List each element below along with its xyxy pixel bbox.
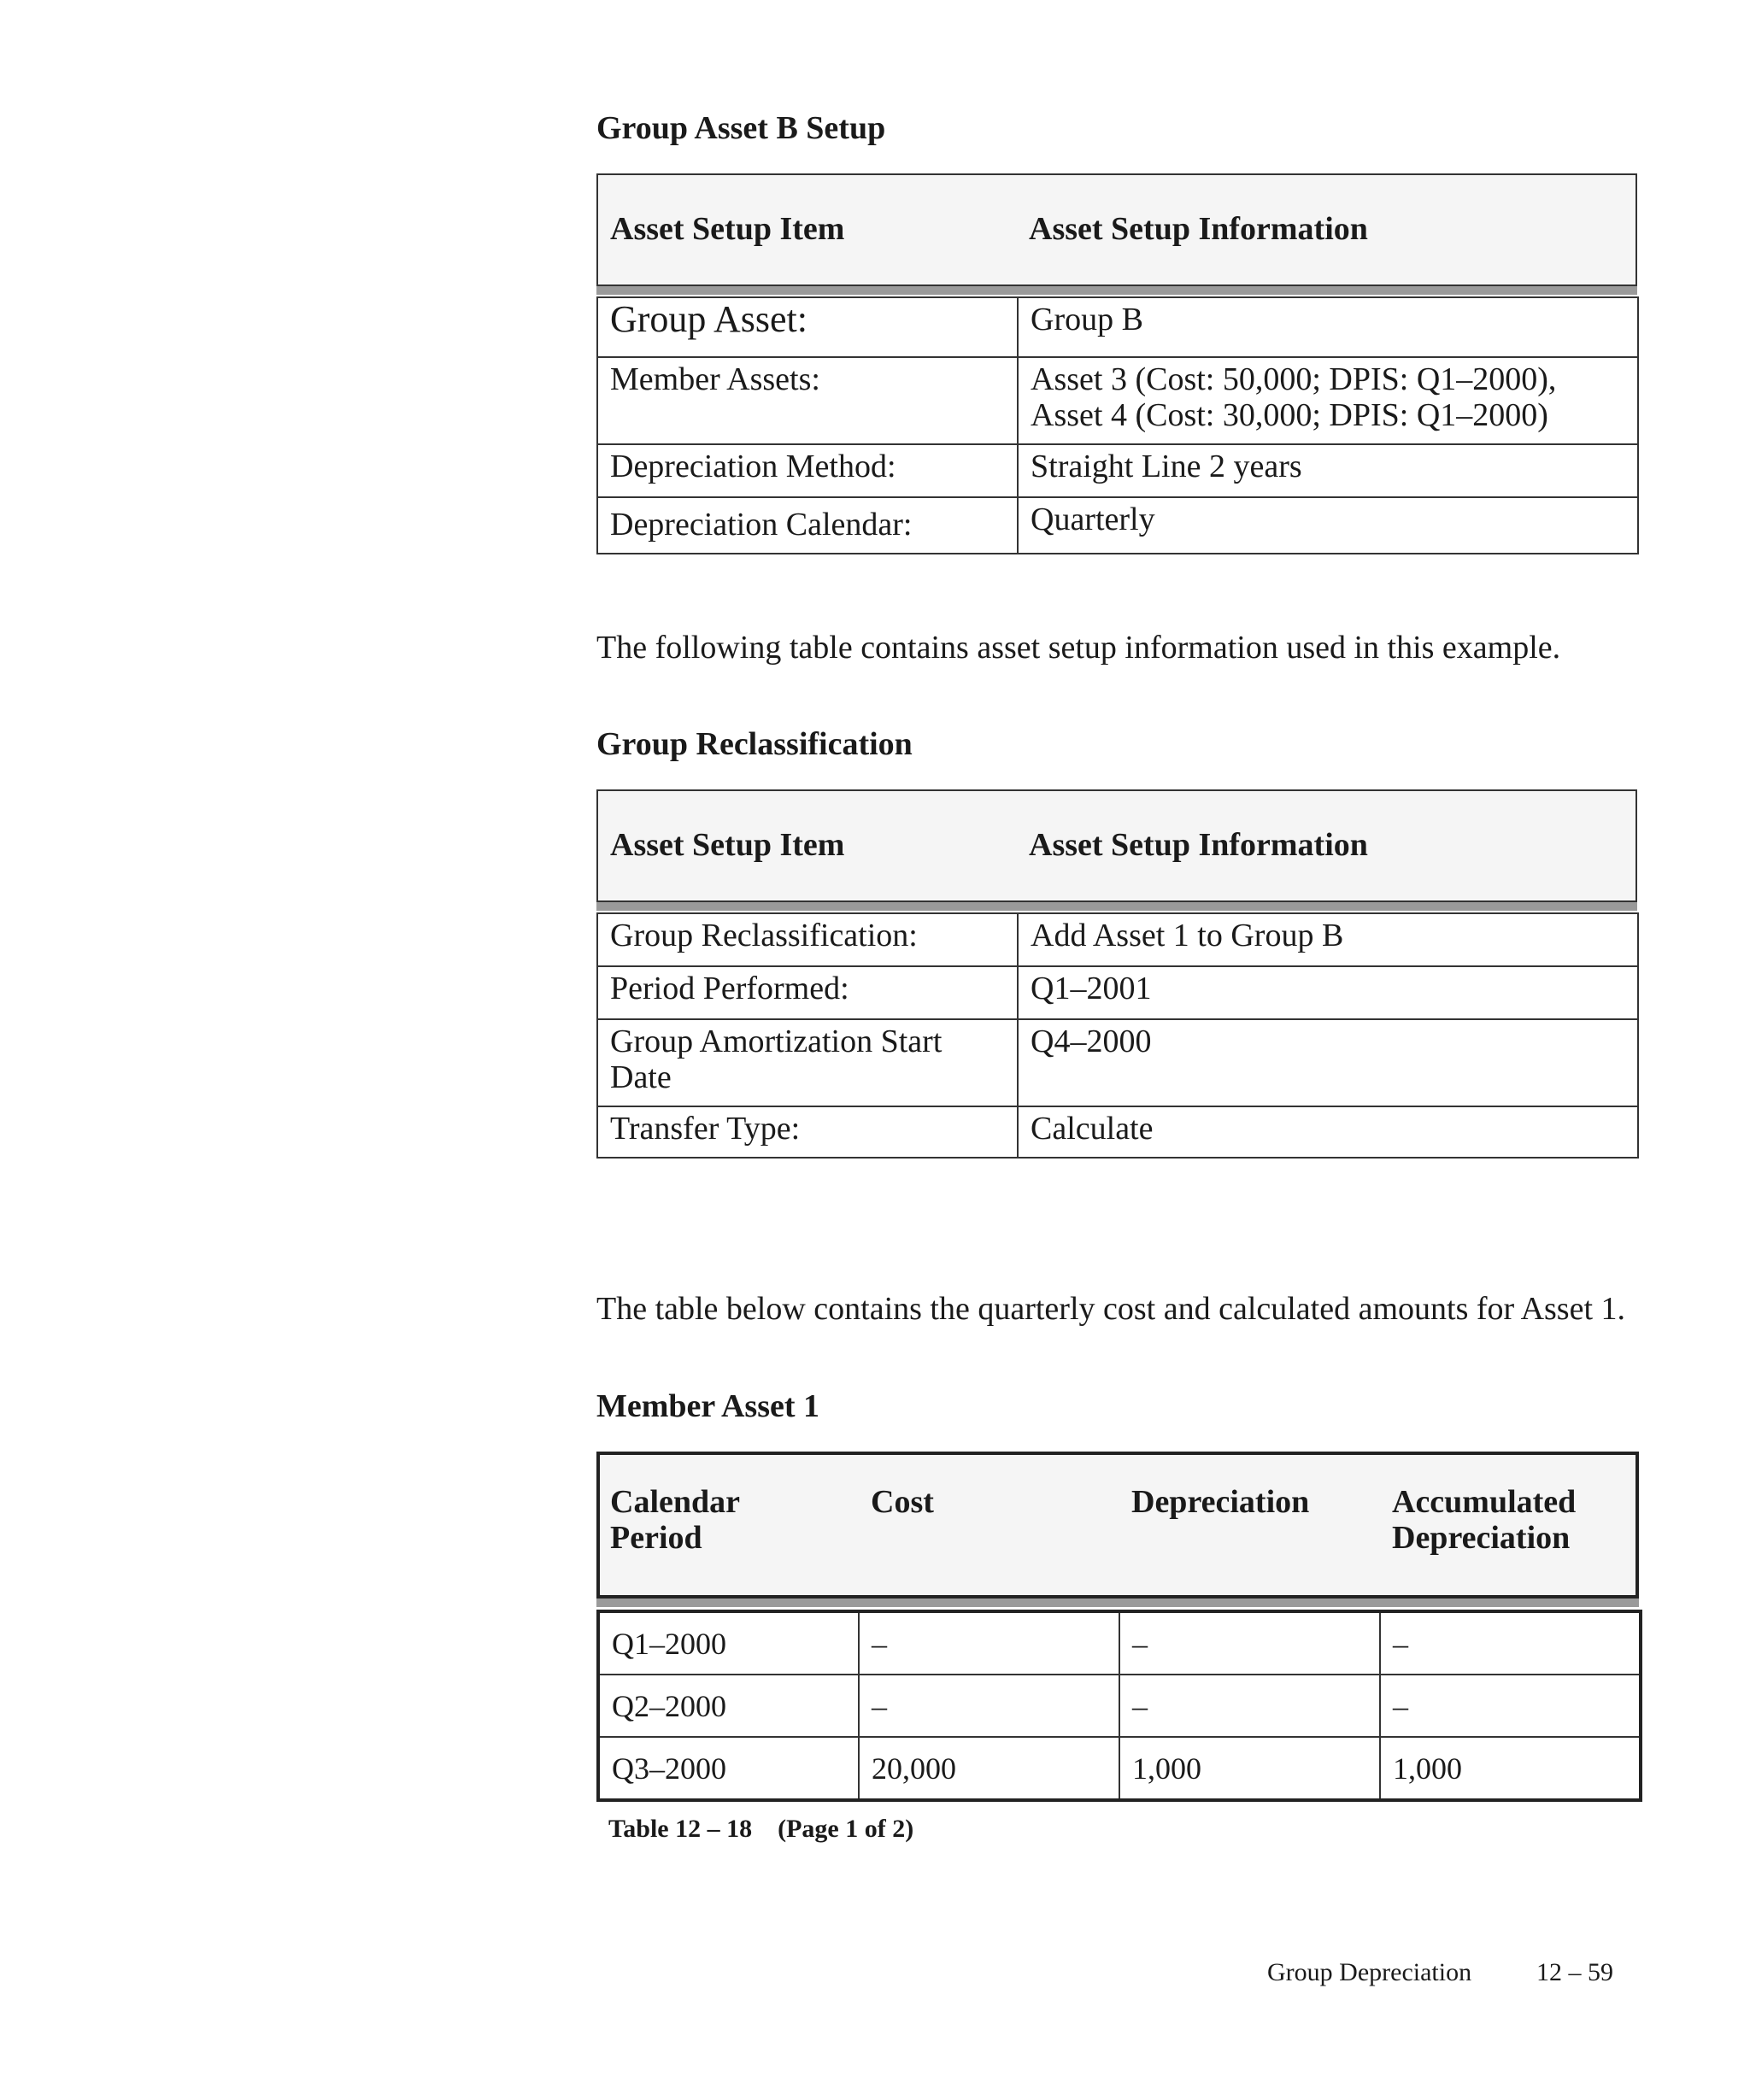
table-cell: Group Asset: — [597, 297, 1018, 357]
reclass-table-header — [596, 789, 1637, 902]
table-row — [597, 913, 1638, 966]
intro-paragraph: The table below contains the quarterly cost and calculated amounts for Asset 1. — [596, 1291, 1626, 1327]
table-cell: 1,000 — [1380, 1737, 1641, 1800]
table-cell: – — [859, 1611, 1119, 1675]
column-header-accumulated: Accumulated Depreciation — [1392, 1484, 1577, 1556]
column-header-item: Asset Setup Item — [610, 211, 845, 247]
table-cell: Period Performed: — [597, 966, 1018, 1019]
table-cell: Q3–2000 — [598, 1737, 859, 1800]
table-cell: – — [1119, 1611, 1380, 1675]
member-asset-line: Asset 3 (Cost: 50,000; DPIS: Q1–2000), — [1031, 361, 1557, 397]
table-cell: – — [1119, 1675, 1380, 1737]
footer-page-number: 12 – 59 — [1536, 1958, 1613, 1986]
column-header-cost: Cost — [871, 1484, 934, 1520]
table-row — [597, 444, 1638, 497]
table-row — [598, 1737, 1641, 1800]
table-cell: Calculate — [1018, 1106, 1638, 1158]
group-b-table — [596, 296, 1639, 554]
footer-section-title: Group Depreciation — [1267, 1958, 1472, 1986]
table-cell: Group Amortization Start Date — [597, 1019, 1018, 1106]
table-cell — [1018, 357, 1638, 444]
table-cell: Group Reclassification: — [597, 913, 1018, 966]
column-header-info: Asset Setup Information — [1029, 827, 1368, 863]
table-cell: – — [1380, 1611, 1641, 1675]
table-cell: Q1–2001 — [1018, 966, 1638, 1019]
table-cell: Depreciation Calendar: — [597, 497, 1018, 554]
reclass-heading: Group Reclassification — [596, 726, 913, 762]
table-cell: Quarterly — [1018, 497, 1638, 554]
column-header-depreciation: Depreciation — [1131, 1484, 1310, 1520]
table-row — [597, 1019, 1638, 1106]
table-cell: – — [1380, 1675, 1641, 1737]
column-header-period: Calendar Period — [610, 1484, 740, 1556]
table-caption: Table 12 – 18 (Page 1 of 2) — [608, 1815, 914, 1843]
table-cell: Add Asset 1 to Group B — [1018, 913, 1638, 966]
table-cell: Transfer Type: — [597, 1106, 1018, 1158]
table-row — [598, 1675, 1641, 1737]
header-separator — [596, 902, 1637, 911]
table-cell: Q1–2000 — [598, 1611, 859, 1675]
table-cell: Q4–2000 — [1018, 1019, 1638, 1106]
column-header-info: Asset Setup Information — [1029, 211, 1368, 247]
table-cell: 1,000 — [1119, 1737, 1380, 1800]
table-cell: Straight Line 2 years — [1018, 444, 1638, 497]
header-separator — [596, 1598, 1639, 1607]
table-cell: Q2–2000 — [598, 1675, 859, 1737]
table-row — [598, 1611, 1641, 1675]
table-row — [597, 966, 1638, 1019]
header-separator — [596, 286, 1637, 295]
member-heading: Member Asset 1 — [596, 1388, 820, 1424]
table-cell: 20,000 — [859, 1737, 1119, 1800]
column-header-item: Asset Setup Item — [610, 827, 845, 863]
group-b-heading: Group Asset B Setup — [596, 110, 886, 146]
table-row — [597, 297, 1638, 357]
table-cell: – — [859, 1675, 1119, 1737]
member-table-header — [596, 1452, 1639, 1598]
member-asset-line: Asset 4 (Cost: 30,000; DPIS: Q1–2000) — [1031, 397, 1548, 433]
member-table — [596, 1610, 1642, 1802]
table-row — [597, 1106, 1638, 1158]
table-cell: Member Assets: — [597, 357, 1018, 444]
table-row — [597, 357, 1638, 444]
table-cell: Depreciation Method: — [597, 444, 1018, 497]
table-row — [597, 497, 1638, 554]
reclass-table — [596, 912, 1639, 1159]
table-cell: Group B — [1018, 297, 1638, 357]
intro-paragraph: The following table contains asset setup information used in this example. — [596, 630, 1561, 666]
group-b-table-header — [596, 173, 1637, 286]
